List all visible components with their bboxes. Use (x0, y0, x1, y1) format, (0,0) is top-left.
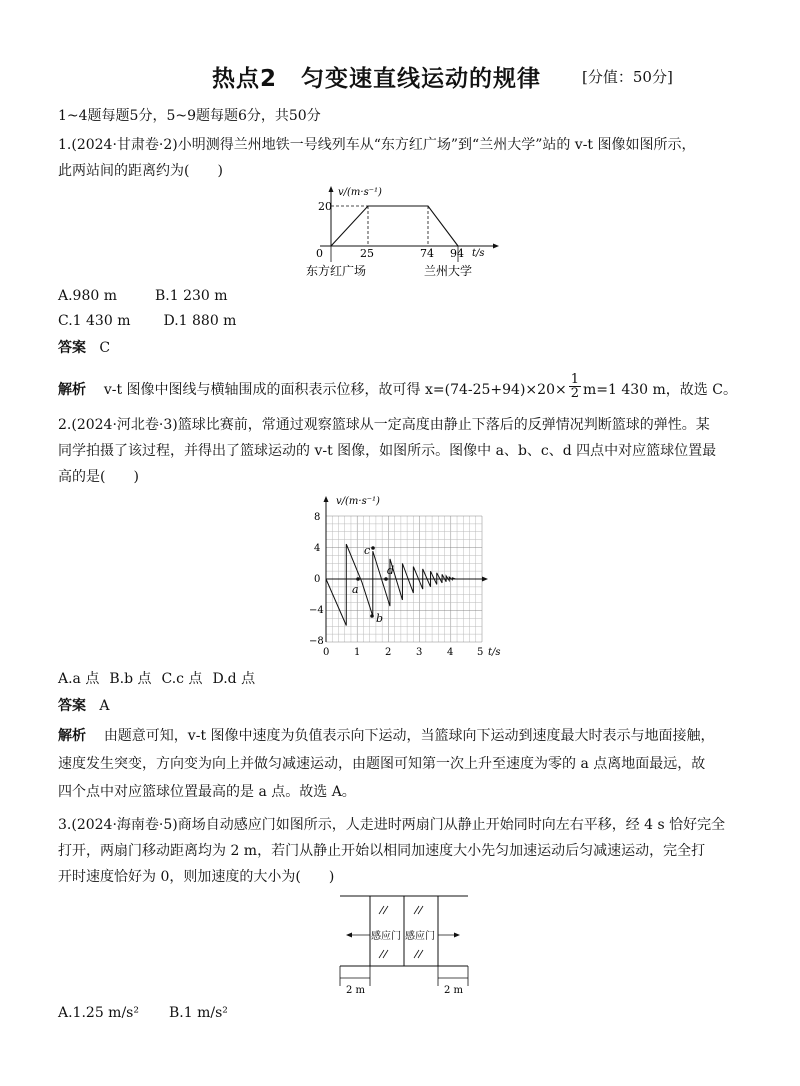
q1-option-d[interactable]: D.1 880 m (163, 313, 237, 329)
q3-line2: 打开，两扇门移动距离均为 2 m，若门从静止开始以相同加速度大小先匀加速运动后匀减速运动，完全打 (58, 843, 706, 859)
q3-option-a[interactable]: A.1.25 m/s² (58, 1005, 139, 1021)
score-note: [分值：50分] (582, 68, 673, 86)
q2-analysis-line2: 速度发生突变，方向变为向上并做匀减速运动，由题图可知第一次上升至速度为零的 a 点离地面最远，故 (58, 756, 706, 772)
page-title: 热点2 匀变速直线运动的规律 (212, 66, 542, 92)
q1-x-label: t/s (472, 248, 485, 259)
q2-label-a: a (352, 583, 359, 596)
q3-right-arrow-head (454, 933, 460, 938)
q1-line1: 1.(2024·甘肃卷·2)小明测得兰州地铁一号线列车从“东方红广场”到“兰州大学”站的 v-t 图像如图所示， (58, 137, 696, 153)
q1-x-tick-0: 0 (316, 247, 323, 260)
q2-line3: 高的是( ) (58, 469, 139, 485)
q3-option-b[interactable]: B.1 m/s² (168, 1005, 228, 1021)
q1-option-c[interactable]: C.1 430 m (58, 313, 131, 329)
q1-x-tick-74: 74 (420, 247, 434, 260)
q2-analysis-line1: 由题意可知，v-t 图像中速度为负值表示向下运动，当篮球向下运动到速度最大时表示与地面接触， (103, 728, 715, 744)
q2-point-d (384, 577, 388, 581)
q2-option-b[interactable]: B.b 点 (109, 671, 152, 687)
q2-point-c (371, 546, 375, 550)
header (0, 60, 800, 94)
q2-x-tick-0: 0 (323, 647, 330, 658)
q3-door-diagram (328, 892, 478, 998)
q3-door-label-left: 感应门 (371, 931, 401, 942)
q2-x-tick-2: 2 (385, 647, 392, 658)
q2-x-tick-3: 3 (416, 647, 423, 658)
q3-left-arrow-head (346, 933, 352, 938)
q3-dist-left: 2 m (346, 985, 366, 996)
q1-frac-den: 2 (570, 386, 579, 401)
q2-x-tick-4: 4 (447, 647, 454, 658)
q1-x-arrow (493, 244, 499, 249)
q2-point-a (356, 577, 360, 581)
q1-analysis-text: v-t 图像中图线与横轴围成的面积表示位移，故可得 x=(74-25+94)×20× (103, 382, 567, 398)
q2-y-tick-m4: −4 (309, 605, 324, 616)
q3-options (58, 1004, 266, 1022)
q2-x-label: t/s (488, 647, 501, 658)
q2-answer-label: 答案 (58, 698, 86, 714)
q2-y-tick-4: 4 (314, 543, 321, 554)
q2-y-tick-0: 0 (314, 574, 321, 585)
q2-y-label: v/(m·s⁻¹) (336, 496, 380, 507)
q3-line1: 3.(2024·海南卷·5)商场自动感应门如图所示，人走进时两扇门从静止开始同时向左右平移，经 4 s 恰好完全 (58, 817, 726, 833)
q1-analysis (58, 372, 737, 404)
q2-answer-value: A (99, 698, 110, 714)
q1-option-a[interactable]: A.980 m (58, 288, 118, 304)
q2-options (58, 670, 265, 688)
q3-line3: 开时速度恰好为 0，则加速度的大小为( ) (58, 869, 335, 885)
q2-option-c[interactable]: C.c 点 (161, 671, 203, 687)
q1-station-a: 东方红广场 (306, 264, 367, 278)
q3-dist-right: 2 m (444, 985, 464, 996)
q1-analysis-tail: m=1 430 m，故选 C。 (583, 382, 737, 398)
q1-velocity-curve (331, 206, 458, 246)
q1-options-row1 (58, 287, 266, 305)
q1-vt-graph (300, 184, 510, 280)
q2-line2: 同学拍摄了该过程，并得出了篮球运动的 v-t 图像，如图所示。图像中 a、b、c、d 四点中对应篮球位置最 (58, 443, 717, 459)
q2-analysis-label: 解析 (58, 728, 86, 744)
q2-analysis-line3: 四个点中对应篮球位置最高的是 a 点。故选 A。 (58, 784, 356, 800)
q1-y-label: v/(m·s⁻¹) (338, 187, 382, 198)
q1-stem (58, 132, 758, 184)
q2-option-d[interactable]: D.d 点 (212, 671, 256, 687)
q2-stem (58, 412, 758, 490)
intro-text: 1~4题每题5分，5~9题每题6分，共50分 (58, 108, 321, 124)
q1-analysis-label: 解析 (58, 382, 86, 398)
q2-y-tick-8: 8 (314, 512, 321, 523)
q2-velocity-curve (326, 544, 455, 625)
q1-station-b: 兰州大学 (424, 264, 473, 278)
q2-y-tick-m8: −8 (309, 636, 324, 647)
q1-answer (58, 339, 110, 357)
q1-y-arrow (329, 186, 334, 192)
q1-x-tick-25: 25 (360, 247, 374, 260)
q1-option-b[interactable]: B.1 230 m (155, 288, 228, 304)
q2-x-tick-1: 1 (354, 647, 361, 658)
q2-vt-graph (306, 492, 506, 660)
q2-line1: 2.(2024·河北卷·3)篮球比赛前，常通过观察篮球从一定高度由静止下落后的反弹情况判断篮球的弹性。某 (58, 417, 710, 433)
q1-fraction (569, 373, 581, 401)
q2-label-c: c (364, 544, 371, 557)
q1-frac-num: 1 (570, 372, 579, 387)
q2-label-b: b (376, 612, 384, 625)
q2-option-a[interactable]: A.a 点 (58, 671, 100, 687)
q1-x-tick-94: 94 (450, 247, 464, 260)
q2-x-arrow (482, 577, 488, 582)
q2-x-tick-5: 5 (477, 647, 484, 658)
q2-analysis (58, 722, 758, 806)
q1-options-row2 (58, 312, 274, 330)
q3-stem (58, 812, 758, 890)
q2-point-b (370, 614, 374, 618)
q1-y-tick: 20 (318, 200, 332, 213)
q2-label-d: d (387, 564, 395, 577)
q1-line2: 此两站间的距离约为( ) (58, 163, 223, 179)
q1-answer-value: C (99, 340, 111, 356)
q3-door-label-right: 感应门 (405, 931, 435, 942)
q2-answer (58, 697, 109, 715)
q1-answer-label: 答案 (58, 340, 86, 356)
q2-y-arrow (324, 496, 329, 502)
